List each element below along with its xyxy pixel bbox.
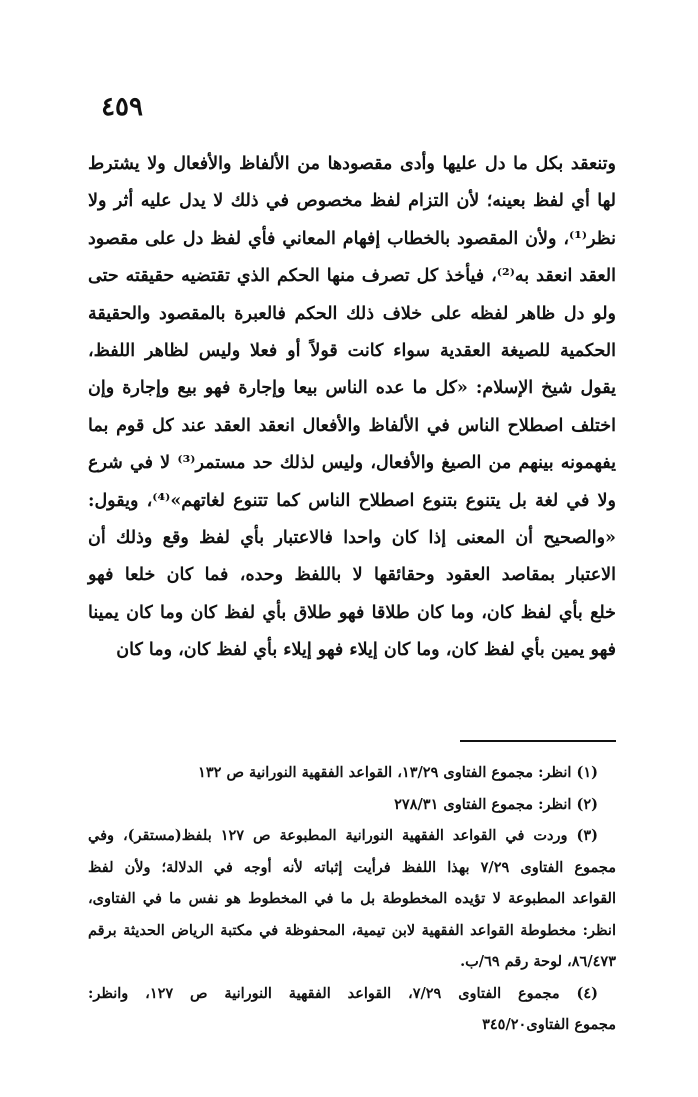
- footnote-line: انظر: مخطوطة القواعد الفقهية لابن تيمية، المحفوظة في مكتبة الرياض الحديثة برقم: [88, 921, 616, 939]
- text-line: يقول شيخ الإسلام: «كل ما عده الناس بيعا وإجارة فهو بيع وإجارة وإن: [88, 378, 616, 399]
- footnote-4: [88, 978, 616, 1041]
- page-number: ٤٥٩: [101, 92, 143, 122]
- main-text: [88, 146, 616, 670]
- text-line: ولو دل ظاهر لفظه على خلاف ذلك الحكم فالعبرة بالمقصود والحقيقة: [88, 303, 616, 324]
- footnote-3: [88, 820, 616, 978]
- footnote-line: (٢) انظر: مجموع الفتاوى ٢٧٨/٣١: [394, 795, 598, 813]
- text-line: خلع بأي لفظ كان، وما كان طلاقا فهو طلاق بأي لفظ كان وما كان يمينا: [88, 602, 616, 623]
- text-line: لها أي لفظ بعينه؛ لأن التزام لفظ مخصوص في ذلك لا يدل عليه أثر ولا: [88, 191, 616, 212]
- footnote-line: مجموع الفتاوى٣٤٥/٢٠: [482, 1016, 616, 1033]
- text-line: وتنعقد بكل ما دل عليها وأدى مقصودها من الألفاظ والأفعال ولا يشترط: [88, 154, 616, 174]
- footnotes: [88, 757, 616, 1041]
- footnote-line: (١) انظر: مجموع الفتاوى ١٣/٢٩، القواعد الفقهية النورانية ص ١٣٢: [198, 764, 598, 781]
- text-line: الاعتبار بمقاصد العقود وحقائقها لا باللفظ وحده، فما كان خلعا فهو: [88, 565, 616, 586]
- footnote-line: (٣) وردت في القواعد الفقهية النورانية المطبوعة ص ١٢٧ بلفظ(مستقر)، وفي: [88, 827, 598, 844]
- footnote-line: مجموع الفتاوى ٧/٢٩ بهذا اللفظ فرأيت إثباته لأنه أوجه في الدلالة؛ ولأن لفظ: [88, 858, 616, 876]
- text-line: اختلف اصطلاح الناس في الألفاظ والأفعال انعقد العقد عند كل قوم بما: [88, 415, 616, 436]
- footnote-line: (٤) مجموع الفتاوى ٧/٢٩، القواعد الفقهية النورانية ص ١٢٧، وانظر:: [88, 984, 598, 1002]
- footnote-2: [88, 789, 616, 821]
- footnote-separator: [460, 740, 616, 742]
- footnote-line: ٨٦/٤٧٣، لوحة رقم ٦٩/ب.: [460, 953, 616, 970]
- text-line: نظر⁽¹⁾، ولأن المقصود بالخطاب إفهام المعاني فأي لفظ دل على مقصود: [88, 228, 616, 249]
- text-line: فهو يمين بأي لفظ كان، وما كان إيلاء فهو إيلاء بأي لفظ كان، وما كان: [116, 640, 616, 661]
- footnote-line: القواعد المطبوعة لا تؤيده المخطوطة بل ما في المخطوط هو نفس ما في الفتاوى،: [88, 890, 616, 907]
- text-line: «والصحيح أن المعنى إذا كان واحدا فالاعتبار بأي لفظ وقع وذلك أن: [88, 528, 616, 549]
- text-line: العقد انعقد به⁽²⁾، فيأخذ كل تصرف منها الحكم الذي تقتضيه حقيقته حتى: [88, 266, 616, 287]
- footnote-1: [88, 757, 616, 789]
- text-line: يفهمونه بينهم من الصيغ والأفعال، وليس لذلك حد مستمر⁽³⁾ لا في شرع: [88, 453, 616, 474]
- text-line: ولا في لغة بل يتنوع بتنوع اصطلاح الناس كما تتنوع لغاتهم»⁽⁴⁾، ويقول:: [88, 490, 616, 511]
- text-line: الحكمية للصيغة العقدية سواء كانت قولاً أو فعلا وليس لظاهر اللفظ،: [88, 341, 616, 362]
